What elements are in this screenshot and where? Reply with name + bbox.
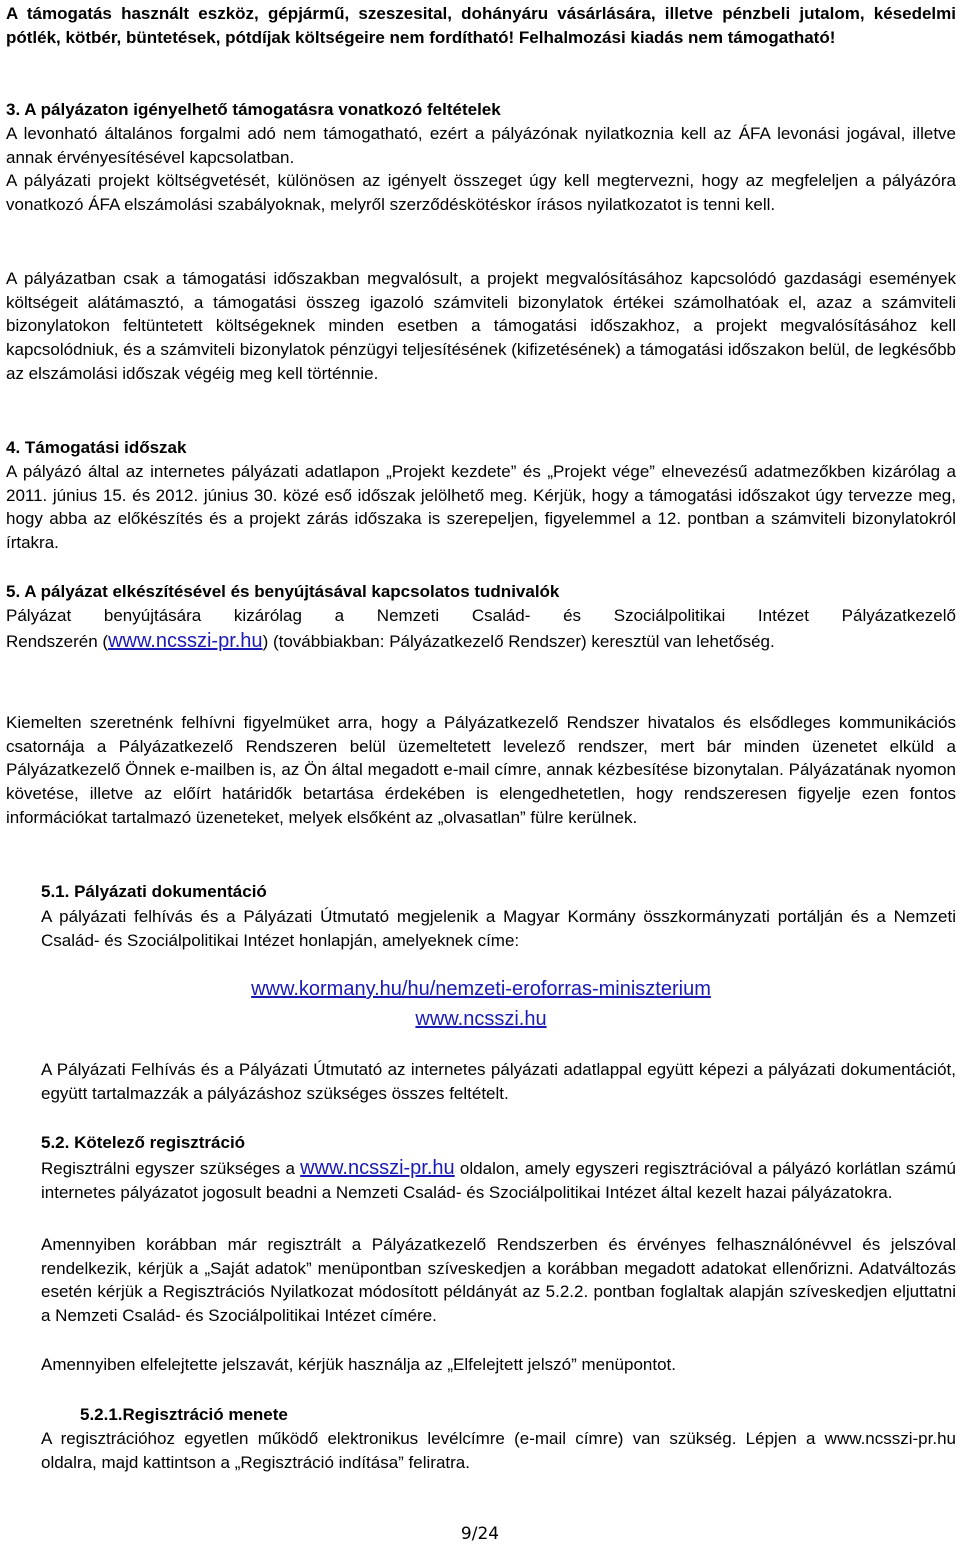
section-5-heading: 5. A pályázat elkészítésével és benyújtásával kapcsolatos tudnivalók [6, 582, 560, 601]
section-5-2-1-heading: 5.2.1.Regisztráció menete [80, 1405, 288, 1424]
section-5-para-1: Rendszerén (www.ncsszi-pr.hu) (továbbiakban: Pályázatkezelő Rendszer) keresztül van lehetőség. [6, 630, 775, 652]
intro-warning: A támogatás használt eszköz, gépjármű, szeszesital, dohányáru vásárlására, illetve pénzbeli jutalom, késedelmi pótlék, kötbér, büntetések, pótdíjak költségeire nem fordítható! Felhalmozási kiadás nem támogatható! [6, 4, 956, 47]
section-3-para-2: A pályázati projekt költségvetését, különösen az igényelt összeget úgy kell megtervezni, hogy az megfeleljen a pályázóra vonatkozó ÁFA elszámolási szabályoknak, melyről szerződéskötéskor írásos nyilatkozatot is tenni kell. [6, 171, 956, 214]
section-5-2-para-1: Regisztrálni egyszer szükséges a www.ncsszi-pr.hu oldalon, amely egyszeri regisztrációval a pályázó korlátlan számú internetes pályázatot jogosult beadni a Nemzeti Család- és Szociálpolitikai Intézet által kezelt hazai pályázatokra. [41, 1157, 956, 1202]
page-number: 9/24 [460, 1524, 500, 1544]
kormany-link[interactable]: www.kormany.hu/hu/nemzeti-eroforras-miniszterium [251, 978, 711, 1000]
section-4-para-1: A pályázó által az internetes pályázati adatlapon „Projekt kezdete” és „Projekt vége” elnevezésű adatmezőkben kizárólag a 2011. június 15. és 2012. június 30. közé eső időszak jelölhető meg. Kérjük, hogy a támogatási időszakot úgy tervezze meg, hogy abba az előkészítés és a projekt zárás időszaka is szerepeljen, figyelemmel a 12. pontban a számviteli bizonylatokról írtakra. [6, 462, 956, 553]
link-kormany-line [6, 978, 956, 1002]
ncsszi-pr-link[interactable]: www.ncsszi-pr.hu [108, 630, 263, 652]
section-3-heading: 3. A pályázaton igényelhető támogatásra vonatkozó feltételek [6, 100, 501, 119]
section-5-2-1-para-1: A regisztrációhoz egyetlen működő elektronikus levélcímre (e-mail címre) van szükség. Lépjen a www.ncsszi-pr.hu oldalra, majd kattintson a „Regisztráció indítása” feliratra. [41, 1429, 956, 1472]
ncsszi-pr-link-2[interactable]: www.ncsszi-pr.hu [300, 1157, 455, 1179]
section-5-para-2: Kiemelten szeretnénk felhívni figyelmüket arra, hogy a Pályázatkezelő Rendszer hivatalos és elsődleges kommunikációs csatornája a Pályázatkezelő Rendszeren belül üzemeltetett levelező rendszer, mert bár minden üzenetet elküld a Pályázatkezelő Önnek e-mailben is, az Ön által megadott e-mail címre, annak kézbesítése bizonytalan. Pályázatának nyomon követése, illetve az előírt határidők betartása érdekében is elengedhetetlen, hogy rendszeresen figyelje ezen fontos információkat tartalmazó üzeneteket, melyek elsőként az „olvasatlan” fülre kerülnek. [6, 713, 956, 827]
section-5-2-para-3: Amennyiben elfelejtette jelszavát, kérjük használja az „Elfelejtett jelszó” menüpontot. [41, 1355, 677, 1374]
section-3-para-3: A pályázatban csak a támogatási időszakban megvalósult, a projekt megvalósításához kapcsolódó gazdasági események költségeit alátámasztó, a támogatási összeg igazoló számviteli bizonylatok értékei számolhatóak el, azaz a számviteli bizonylatokon feltüntetett költségeknek minden esetben a támogatási időszakhoz, a projekt megvalósításához kell kapcsolódniuk, és a számviteli bizonylatok pénzügyi teljesítésének (kifizetésének) a támogatási időszakon belül, de legkésőbb az elszámolási időszak végéig meg kell történnie. [6, 269, 956, 383]
ncsszi-link[interactable]: www.ncsszi.hu [415, 1008, 547, 1030]
section-5-1-heading: 5.1. Pályázati dokumentáció [41, 882, 267, 901]
section-3-para-1: A levonható általános forgalmi adó nem támogatható, ezért a pályázónak nyilatkoznia kell az ÁFA levonási jogával, illetve annak érvényesítésével kapcsolatban. [6, 124, 956, 167]
section-5-2-heading: 5.2. Kötelező regisztráció [41, 1133, 246, 1152]
section-5-2-para-2: Amennyiben korábban már regisztrált a Pályázatkezelő Rendszerben és érvényes felhasználónévvel és jelszóval rendelkezik, kérjük a „Saját adatok” menüpontban szíveskedjen a korábban megadott adatokat ellenőrizni. Adatváltozás esetén kérjük a Regisztrációs Nyilatkozat módosított példányát az 5.2.2. pontban foglaltak alapján szíveskedjen eljuttatni a Nemzeti Család- és Szociálpolitikai Intézet címére. [41, 1235, 956, 1326]
section-5-1-para-1: A pályázati felhívás és a Pályázati Útmutató megjelenik a Magyar Kormány összkormányzati portálján és a Nemzeti Család- és Szociálpolitikai Intézet honlapján, amelyeknek címe: [41, 907, 956, 950]
link-ncsszi-line [6, 1008, 956, 1032]
section-5-1-para-2: A Pályázati Felhívás és a Pályázati Útmutató az internetes pályázati adatlappal együtt képezi a pályázati dokumentációt, együtt tartalmazzák a pályázáshoz szükséges összes feltételt. [41, 1060, 956, 1103]
section-5-para-1-line-1: Pályázat benyújtására kizárólag a Nemzeti Család- és Szociálpolitikai Intézet Pályázatkezelő [6, 606, 956, 625]
section-4-heading: 4. Támogatási időszak [6, 438, 187, 457]
